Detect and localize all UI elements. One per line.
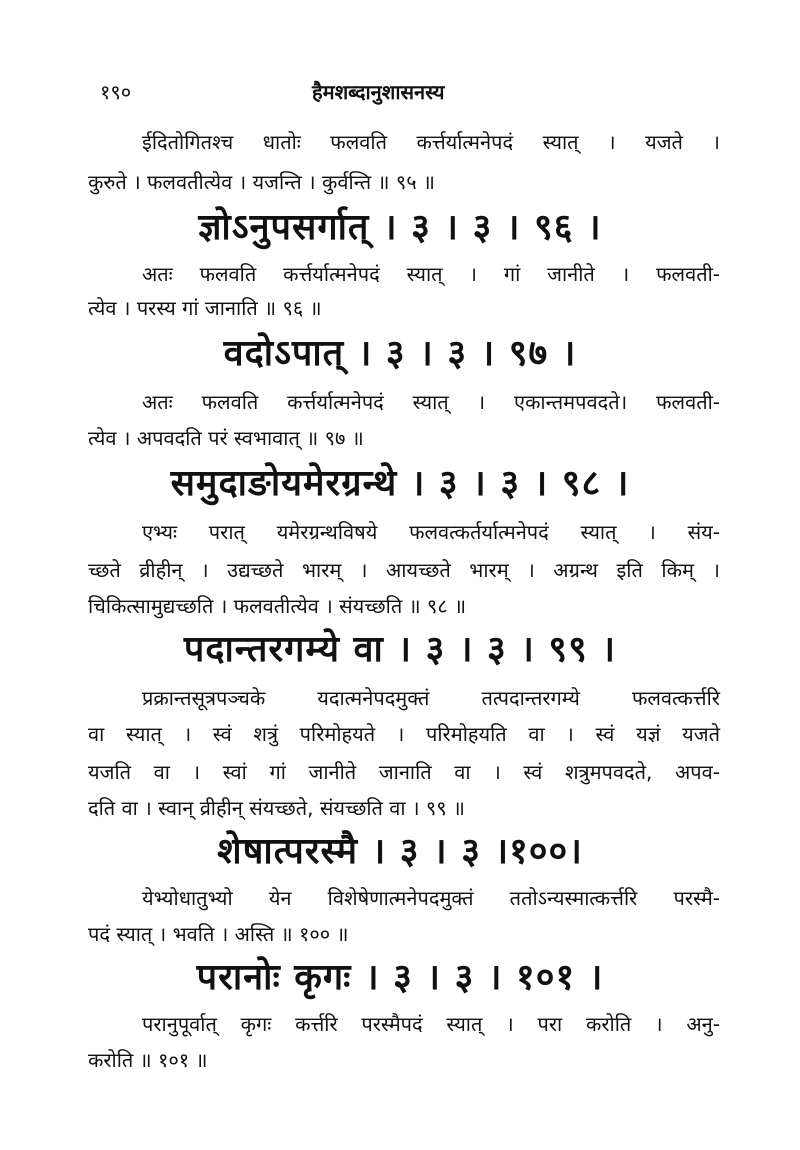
commentary-line: दति वा । स्वान् व्रीहीन् संयच्छते, संयच्छति वा । ९९ ॥ bbox=[88, 796, 466, 820]
commentary-line: अतः फलवति कर्त्तर्यात्मनेपदं स्यात् । गां जानीते । फलवती- bbox=[142, 262, 720, 286]
commentary-line: पदं स्यात् । भवति । अस्ति ॥ १०० ॥ bbox=[88, 922, 349, 946]
commentary-line: चिकित्सामुद्यच्छति । फलवतीत्येव । संयच्छति ॥ ९८ ॥ bbox=[88, 594, 467, 618]
sutra-heading: वदोऽपात् । ३ । ३ । ९७ । bbox=[223, 333, 577, 374]
sutra-heading: समुदाङोयमेरग्रन्थे । ३ । ३ । ९८ । bbox=[170, 463, 630, 504]
commentary-line: येभ्योधातुभ्यो येन विशेषेणात्मनेपदमुक्तं ततोऽन्यस्मात्कर्त्तरि परस्मै- bbox=[142, 886, 720, 910]
commentary-line: करोति ॥ १०१ ॥ bbox=[88, 1048, 208, 1072]
commentary-line: ईदितोगितश्च धातोः फलवति कर्त्तर्यात्मनेपदं स्यात् । यजते । bbox=[142, 130, 720, 154]
sutra-heading: शेषात्परस्मै । ३ । ३ ।१००। bbox=[217, 831, 583, 872]
commentary-line: त्येव । परस्य गां जानाति ॥ ९६ ॥ bbox=[88, 296, 322, 320]
running-header bbox=[100, 78, 520, 108]
commentary-line: यजति वा । स्वां गां जानीते जानाति वा । स्वं शत्रुमपवदते, अपव- bbox=[88, 760, 720, 784]
commentary-line: वा स्यात् । स्वं शत्रुं परिमोहयते । परिमोहयति वा । स्वं यज्ञं यजते bbox=[88, 722, 720, 746]
commentary-line: अतः फलवति कर्त्तर्यात्मनेपदं स्यात् । एकान्तमपवदते। फलवती- bbox=[142, 390, 720, 414]
commentary-line: एभ्यः परात् यमेरग्रन्थविषये फलवत्कर्तर्यात्मनेपदं स्यात् । संय- bbox=[142, 520, 720, 544]
commentary-line: च्छते व्रीहीन् । उद्यच्छते भारम् । आयच्छते भारम् । अग्रन्थ इति किम् । bbox=[88, 558, 720, 582]
running-title: हैमशब्दानुशासनस्य bbox=[312, 80, 445, 104]
sutra-heading: पदान्तरगम्ये वा । ३ । ३ । ९९ । bbox=[183, 629, 617, 670]
commentary-line: परानुपूर्वात् कृगः कर्त्तरि परस्मैपदं स्यात् । परा करोति । अनु- bbox=[142, 1012, 720, 1036]
sutra-heading: परानोः कृगः । ३ । ३ । १०१ । bbox=[196, 957, 604, 998]
sutra-heading: ज्ञोऽनुपसर्गात् । ३ । ३ । ९६ । bbox=[198, 207, 602, 248]
page-number: १९० bbox=[100, 80, 132, 104]
commentary-line: त्येव । अपवदति परं स्वभावात् ॥ ९७ ॥ bbox=[88, 426, 364, 450]
commentary-line: प्रक्रान्तसूत्रपञ्चके यदात्मनेपदमुक्तं तत्पदान्तरगम्ये फलवत्कर्त्तरि bbox=[142, 686, 720, 710]
commentary-line: कुरुते । फलवतीत्येव । यजन्ति । कुर्वन्ति ॥ ९५ ॥ bbox=[88, 170, 436, 194]
